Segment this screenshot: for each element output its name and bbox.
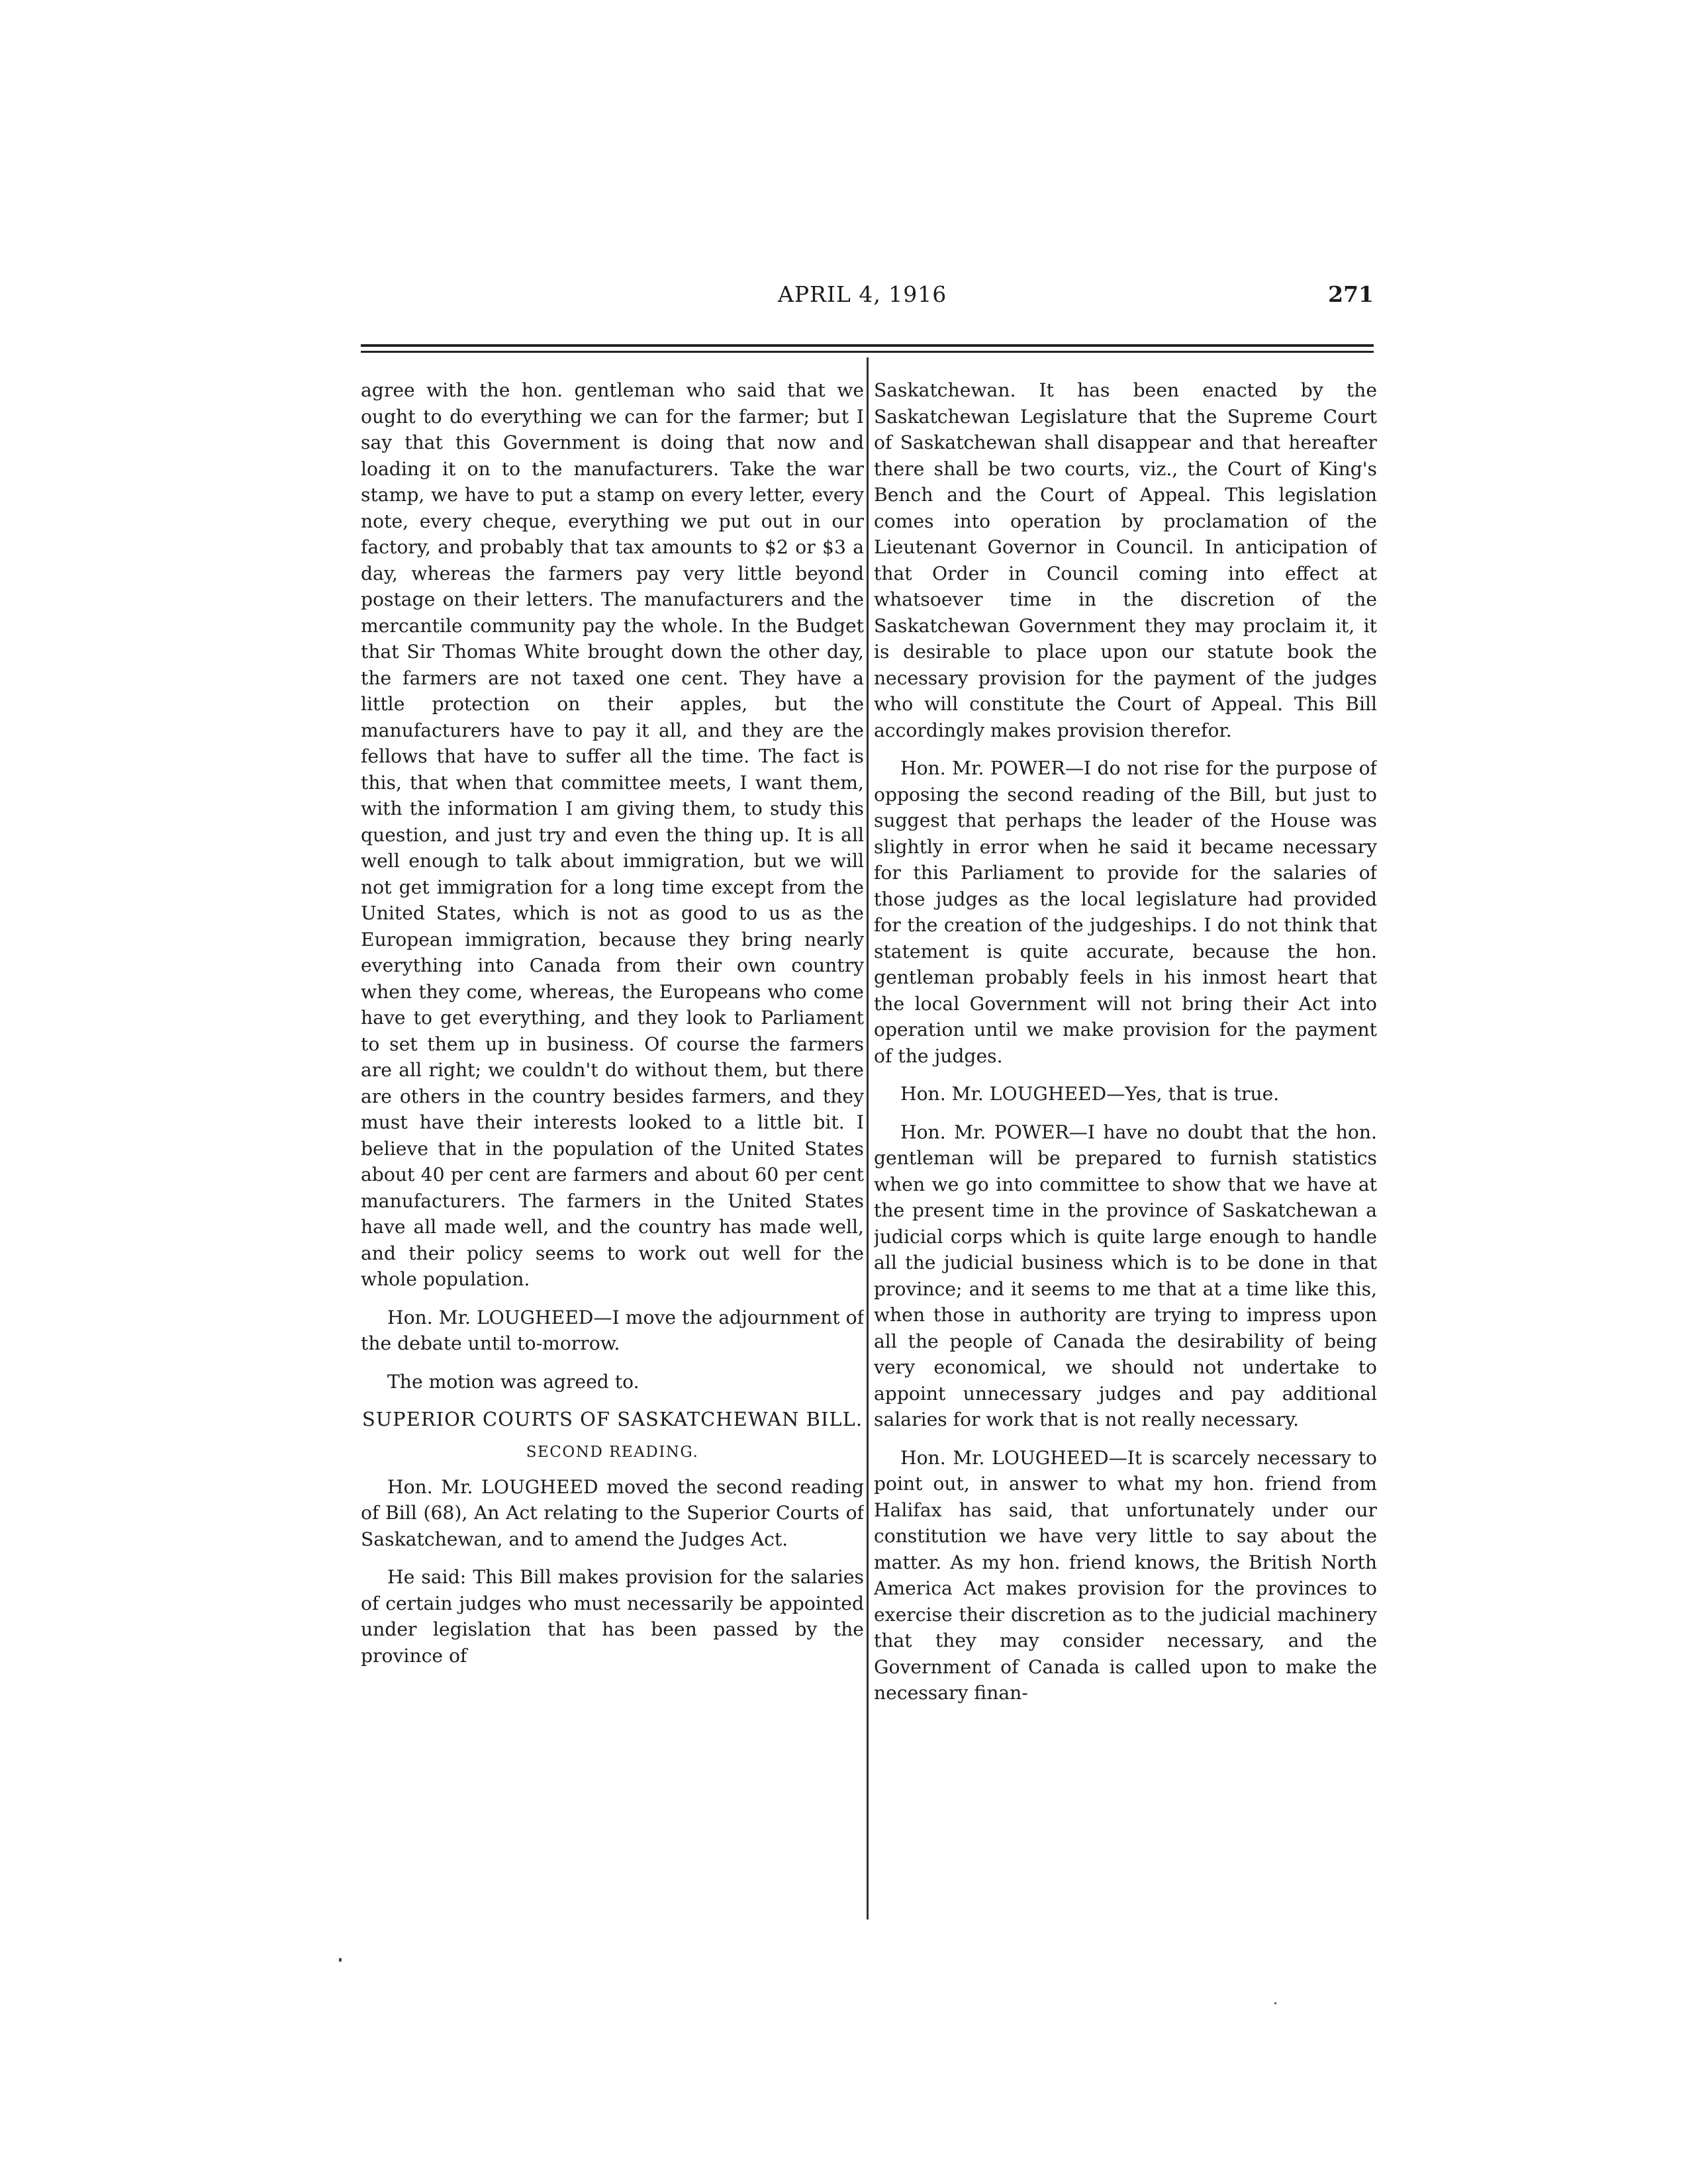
section-subheading: SECOND READING. xyxy=(526,1444,699,1461)
page-header xyxy=(361,281,1374,321)
scan-speck xyxy=(339,1958,342,1962)
paragraph: Saskatchewan. It has been enacted by the Saskatchewan Legislature that the Supreme Court of Saskatchewan shall disappear and that hereafter there shall be two courts, viz., the Court of King's Bench and the Court of Appeal. This legislation comes into operation by proclamation of the Lieutenant Governor in Council. In anticipation of that Order in Council coming into effect at whatsoever time in the discretion of the Saskatchewan Government they may proclaim it, it is desirable to place upon our statute book the necessary provision for the payment of the judges who will constitute the Court of Appeal. This Bill accordingly makes provision therefor. xyxy=(874,379,1377,741)
section-heading: SUPERIOR COURTS OF SASKATCHEWAN BILL. xyxy=(361,1408,863,1430)
page-date: APRIL 4, 1916 xyxy=(778,281,947,307)
paragraph: He said: This Bill makes provision for the salaries of certain judges who must necessarily be appointed under legislation that has been passed by the province of xyxy=(361,1566,864,1667)
paragraph: Hon. Mr. LOUGHEED moved the second reading of Bill (68), An Act relating to the Superior Courts of Saskatchewan, and to amend the Judges Act. xyxy=(361,1475,864,1550)
paragraph: Hon. Mr. LOUGHEED—I move the adjournment of the debate until to-morrow. xyxy=(361,1306,864,1354)
paragraph: The motion was agreed to. xyxy=(387,1370,640,1393)
column-divider xyxy=(867,357,869,1920)
paragraph: Hon. Mr. LOUGHEED—Yes, that is true. xyxy=(900,1083,1280,1105)
paragraph: Hon. Mr. LOUGHEED—It is scarcely necessary to point out, in answer to what my hon. friend from Halifax has said, that unfortunately under our constitution we have very little to say about the matter. As my hon. friend knows, the British North America Act makes provision for the provinces to exercise their discretion as to the judicial machinery that they may consider necessary, and the Government of Canada is called upon to make the necessary finan- xyxy=(874,1446,1377,1704)
paragraph: Hon. Mr. POWER—I do not rise for the purpose of opposing the second reading of the Bill, but just to suggest that perhaps the leader of the House was slightly in error when he said it became necessary for this Parliament to provide for the salaries of those judges as the local legislature had provided for the creation of the judgeships. I do not think that statement is quite accurate, because the hon. gentleman probably feels in his inmost heart that the local Government will not bring their Act into operation until we make provision for the payment of the judges. xyxy=(874,757,1377,1067)
left-column xyxy=(361,377,864,1920)
scan-speck xyxy=(1274,2002,1276,2004)
header-rule-top xyxy=(361,344,1374,347)
page-number: 271 xyxy=(1328,281,1374,307)
paragraph: agree with the hon. gentleman who said that we ought to do everything we can for the farmer; but I say that this Government is doing that now and loading it on to the manufacturers. Take the war stamp, we have to put a stamp on every letter, every note, every cheque, everything we put out in our factory, and probably that tax amounts to $2 or $3 a day, whereas the farmers pay very little beyond postage on their letters. The manufacturers and the mercantile community pay the whole. In the Budget that Sir Thomas White brought down the other day, the farmers are not taxed one cent. They have a little protection on their apples, but the manufacturers have to pay it all, and they are the fellows that have to suffer all the time. The fact is this, that when that committee meets, I want them, with the information I am giving them, to study this question, and just try and even the thing up. It is all well enough to talk about immigration, but we will not get immigration for a long time except from the United States, which is not as good to us as the European immigration, because they bring nearly everything into Canada from their own country when they come, whereas, the Europeans who come have to get everything, and they look to Parliament to set them up in business. Of course the farmers are all right; we couldn't do without them, but there are others in the country besides farmers, and they must have their interests looked to a little bit. I believe that in the population of the United States about 40 per cent are farmers and about 60 per cent manufacturers. The farmers in the United States have all made well, and the country has made well, and their policy seems to work out well for the whole population. xyxy=(361,379,864,1290)
right-column xyxy=(874,377,1377,1920)
paragraph: Hon. Mr. POWER—I have no doubt that the hon. gentleman will be prepared to furnish statistics when we go into committee to show that we have at the present time in the province of Saskatchewan a judicial corps which is quite large enough to handle all the judicial business which is to be done in that province; and it seems to me that at a time like this, when those in authority are trying to impress upon all the people of Canada the desirability of being very economical, we should not undertake to appoint unnecessary judges and pay additional salaries for work that is not really necessary. xyxy=(874,1121,1377,1430)
header-rule-bottom xyxy=(361,351,1374,353)
